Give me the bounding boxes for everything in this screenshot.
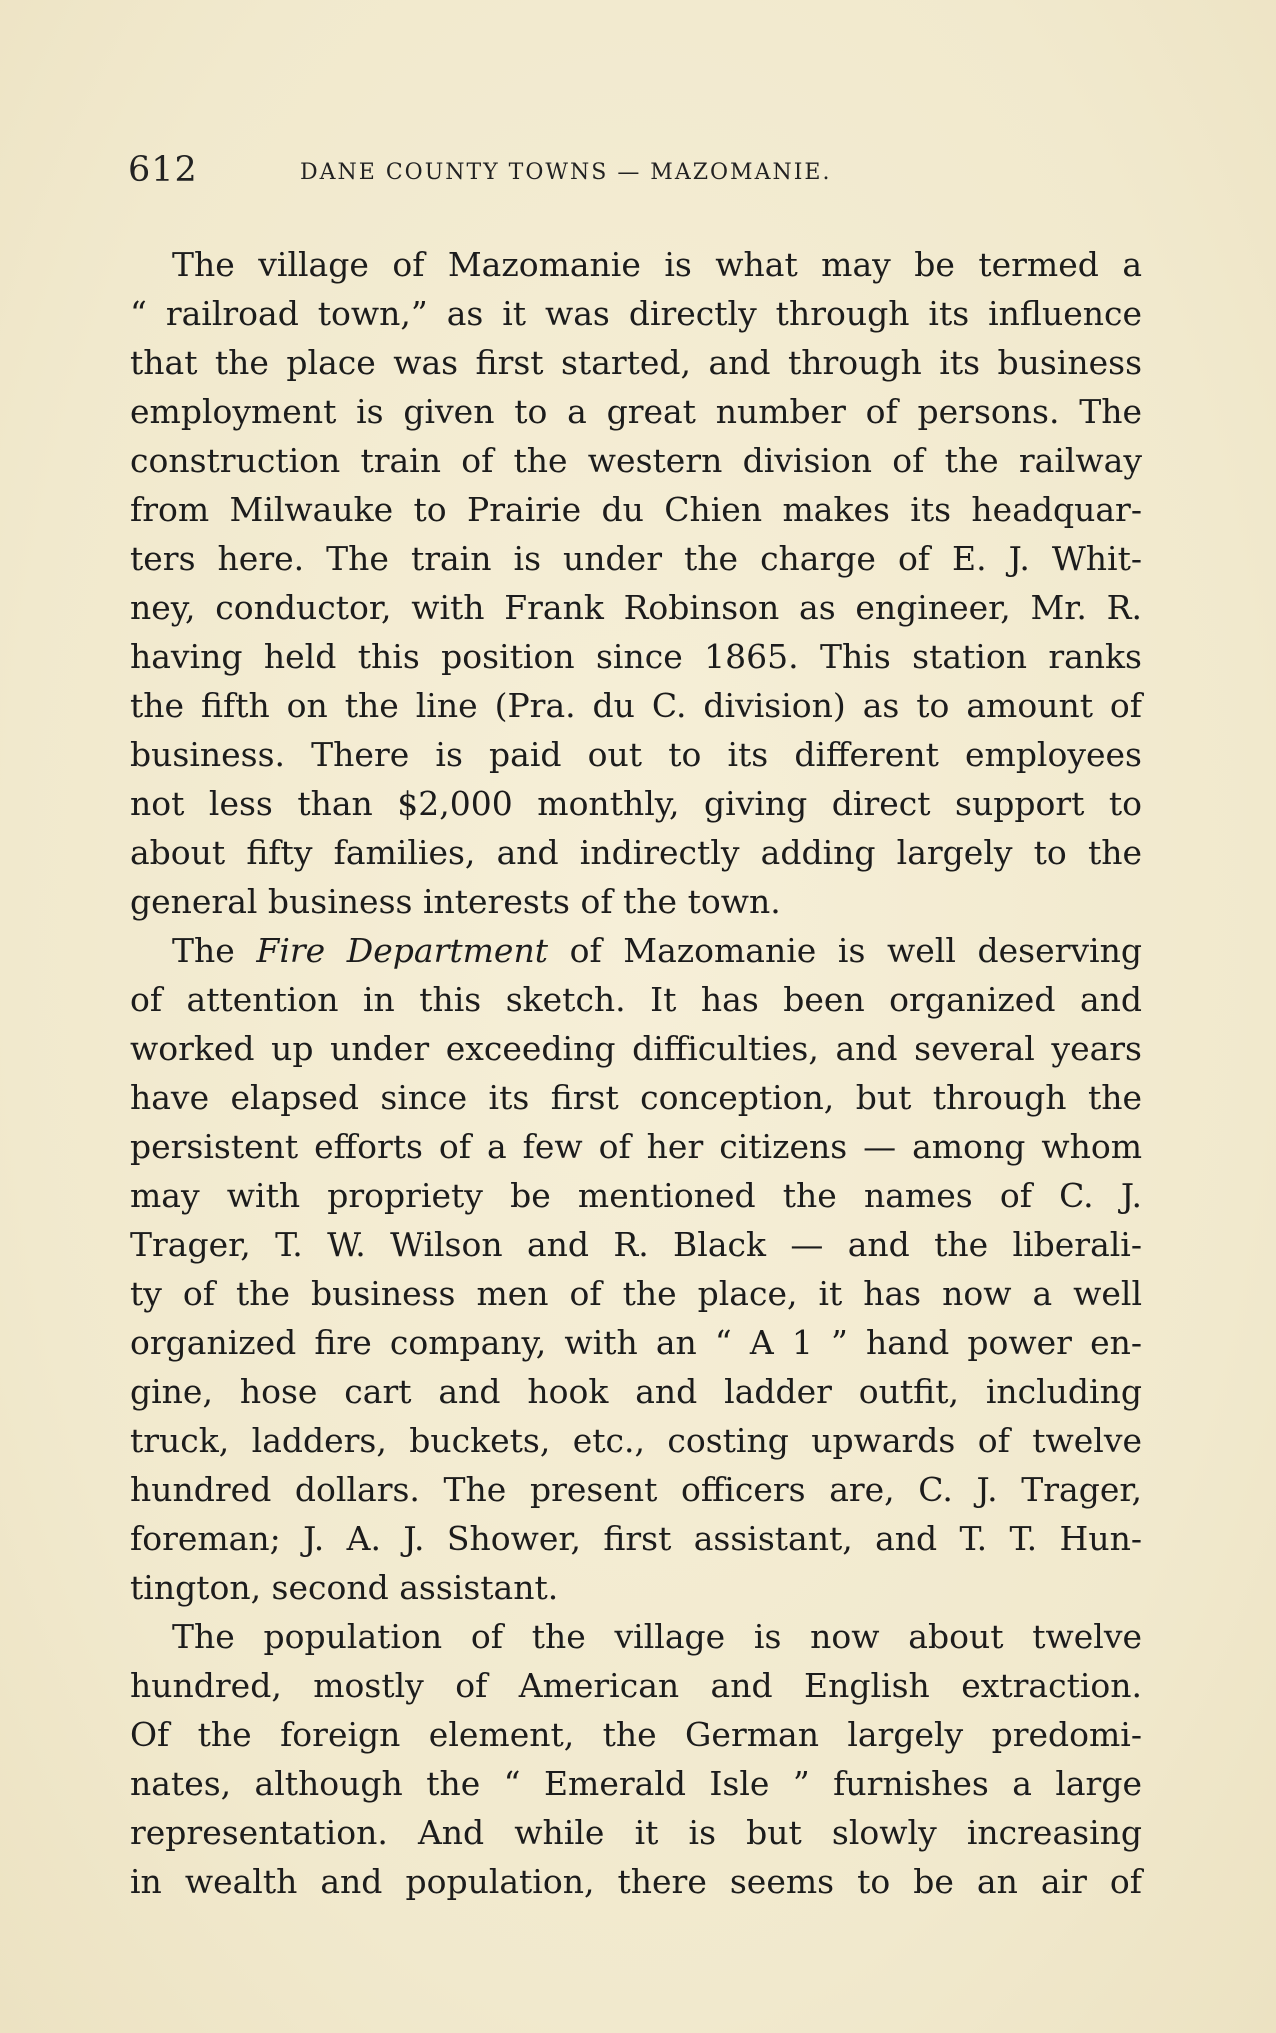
- text-line: ters here. The train is under the charge of E. J. Whit-: [130, 539, 1142, 578]
- text-line: foreman; J. A. J. Shower, first assistant, and T. T. Hun-: [130, 1519, 1142, 1558]
- text-line: construction train of the western division of the railway: [130, 441, 1142, 480]
- text-line: organized fire company, with an “ A 1 ” hand power en-: [130, 1323, 1142, 1362]
- text-line: about fifty families, and indirectly adding largely to the: [130, 833, 1142, 872]
- text-line: representation. And while it is but slowly increasing: [130, 1813, 1142, 1852]
- text-line: general business interests of the town.: [130, 882, 781, 921]
- text-line: hundred, mostly of American and English extraction.: [130, 1666, 1142, 1705]
- text-line: in wealth and population, there seems to be an air of: [130, 1862, 1142, 1901]
- running-head: DANE COUNTY TOWNS — MAZOMANIE.: [300, 160, 832, 185]
- page-number: 612: [128, 150, 198, 190]
- body-text: [130, 240, 1142, 1906]
- italic-heading: Fire Department: [256, 931, 548, 970]
- text-line: business. There is paid out to its different employees: [130, 735, 1142, 774]
- text-line: ty of the business men of the place, it has now a well: [130, 1274, 1142, 1313]
- text-line: nates, although the “ Emerald Isle ” furnishes a large: [130, 1764, 1142, 1803]
- text-fragment: of Mazomanie is well deserving: [569, 931, 1142, 970]
- text-line: persistent efforts of a few of her citizens — among whom: [130, 1127, 1142, 1166]
- text-line: the fifth on the line (Pra. du C. division) as to amount of: [130, 686, 1142, 725]
- text-line: truck, ladders, buckets, etc., costing upwards of twelve: [130, 1421, 1142, 1460]
- text-line: [130, 926, 1142, 975]
- text-line: that the place was first started, and through its business: [130, 343, 1142, 382]
- text-line: The village of Mazomanie is what may be termed a: [172, 245, 1142, 284]
- text-line: The population of the village is now about twelve: [172, 1617, 1142, 1656]
- text-line: worked up under exceeding difficulties, and several years: [130, 1029, 1142, 1068]
- text-line: may with propriety be mentioned the names of C. J.: [130, 1176, 1142, 1215]
- text-line: tington, second assistant.: [130, 1568, 559, 1607]
- text-line: gine, hose cart and hook and ladder outfit, including: [130, 1372, 1142, 1411]
- text-line: employment is given to a great number of persons. The: [130, 392, 1142, 431]
- text-line: of attention in this sketch. It has been organized and: [130, 980, 1142, 1019]
- text-line: hundred dollars. The present officers are, C. J. Trager,: [130, 1470, 1142, 1509]
- text-line: “ railroad town,” as it was directly through its influence: [130, 294, 1142, 333]
- text-fragment: The: [172, 931, 235, 970]
- text-line: ney, conductor, with Frank Robinson as engineer, Mr. R.: [130, 588, 1142, 627]
- text-line: Of the foreign element, the German largely predomi-: [130, 1715, 1142, 1754]
- text-line: Trager, T. W. Wilson and R. Black — and the liberali-: [130, 1225, 1142, 1264]
- text-line: having held this position since 1865. This station ranks: [130, 637, 1142, 676]
- text-line: from Milwauke to Prairie du Chien makes its headquar-: [130, 490, 1142, 529]
- page-header: [128, 150, 1138, 200]
- text-line: have elapsed since its first conception, but through the: [130, 1078, 1142, 1117]
- text-line: not less than $2,000 monthly, giving direct support to: [130, 784, 1142, 823]
